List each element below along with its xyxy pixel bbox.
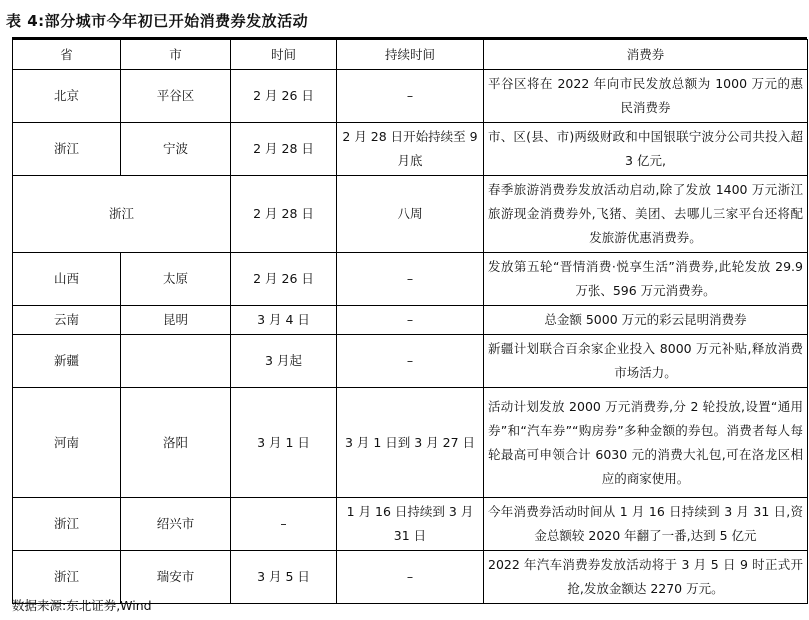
cell-province: 北京 [13,70,121,123]
cell-time: 2 月 28 日 [231,123,337,176]
cell-time: 2 月 28 日 [231,176,337,253]
cell-time: 3 月 5 日 [231,551,337,604]
cell-province: 山西 [13,253,121,306]
table-row [13,123,808,176]
cell-coupon: 今年消费券活动时间从 1 月 16 日持续到 3 月 31 日,资金总额较 2020 年翻了一番,达到 5 亿元 [484,498,808,551]
table-row [13,388,808,498]
cell-time: 2 月 26 日 [231,70,337,123]
cell-city: 宁波 [121,123,231,176]
cell-coupon: 春季旅游消费券发放活动启动,除了发放 1400 万元浙江旅游现金消费券外,飞猪、美团、去哪儿三家平台还将配发旅游优惠消费券。 [484,176,808,253]
cell-duration: – [337,70,484,123]
cell-province: 浙江 [13,176,231,253]
cell-time: 2 月 26 日 [231,253,337,306]
cell-duration: – [337,306,484,335]
cell-city: 洛阳 [121,388,231,498]
cell-time: 3 月 1 日 [231,388,337,498]
cell-coupon: 发放第五轮“晋情消费·悦享生活”消费券,此轮发放 29.9 万张、596 万元消费券。 [484,253,808,306]
cell-time: 3 月 4 日 [231,306,337,335]
table-row [13,253,808,306]
cell-province: 云南 [13,306,121,335]
cell-time: 3 月起 [231,335,337,388]
table-row [13,335,808,388]
table-header-row [13,40,808,70]
cell-duration: – [337,253,484,306]
cell-duration: – [337,551,484,604]
table-row [13,70,808,123]
cell-city: 瑞安市 [121,551,231,604]
header-time: 时间 [231,40,337,70]
header-duration: 持续时间 [337,40,484,70]
cell-province: 浙江 [13,498,121,551]
cell-coupon: 平谷区将在 2022 年向市民发放总额为 1000 万元的惠民消费券 [484,70,808,123]
cell-duration: 3 月 1 日到 3 月 27 日 [337,388,484,498]
header-coupon: 消费券 [484,40,808,70]
cell-city: 绍兴市 [121,498,231,551]
cell-time: – [231,498,337,551]
table-row [13,306,808,335]
cell-coupon: 新疆计划联合百余家企业投入 8000 万元补贴,释放消费市场活力。 [484,335,808,388]
cell-duration: – [337,335,484,388]
cell-city [121,335,231,388]
cell-duration: 2 月 28 日开始持续至 9 月底 [337,123,484,176]
cell-duration: 八周 [337,176,484,253]
cell-duration: 1 月 16 日持续到 3 月 31 日 [337,498,484,551]
table-title: 表 4:部分城市今年初已开始消费券发放活动 [6,12,309,30]
source-note: 数据来源:东北证券,Wind [12,598,152,613]
cell-province: 河南 [13,388,121,498]
coupon-table [12,39,808,604]
cell-province: 新疆 [13,335,121,388]
cell-coupon: 总金额 5000 万元的彩云昆明消费券 [484,306,808,335]
cell-city: 太原 [121,253,231,306]
cell-city: 平谷区 [121,70,231,123]
cell-province: 浙江 [13,551,121,604]
cell-coupon: 活动计划发放 2000 万元消费券,分 2 轮投放,设置“通用券”和“汽车券”“购房券”多种金额的券包。消费者每人每轮最高可申领合计 6030 元的消费大礼包,可在洛龙区相应的商家使用。 [484,388,808,498]
header-city: 市 [121,40,231,70]
cell-city: 昆明 [121,306,231,335]
table-row [13,176,808,253]
cell-coupon: 市、区(县、市)两级财政和中国银联宁波分公司共投入超 3 亿元, [484,123,808,176]
cell-province: 浙江 [13,123,121,176]
cell-coupon: 2022 年汽车消费券发放活动将于 3 月 5 日 9 时正式开抢,发放金额达 2270 万元。 [484,551,808,604]
header-province: 省 [13,40,121,70]
table-row [13,498,808,551]
